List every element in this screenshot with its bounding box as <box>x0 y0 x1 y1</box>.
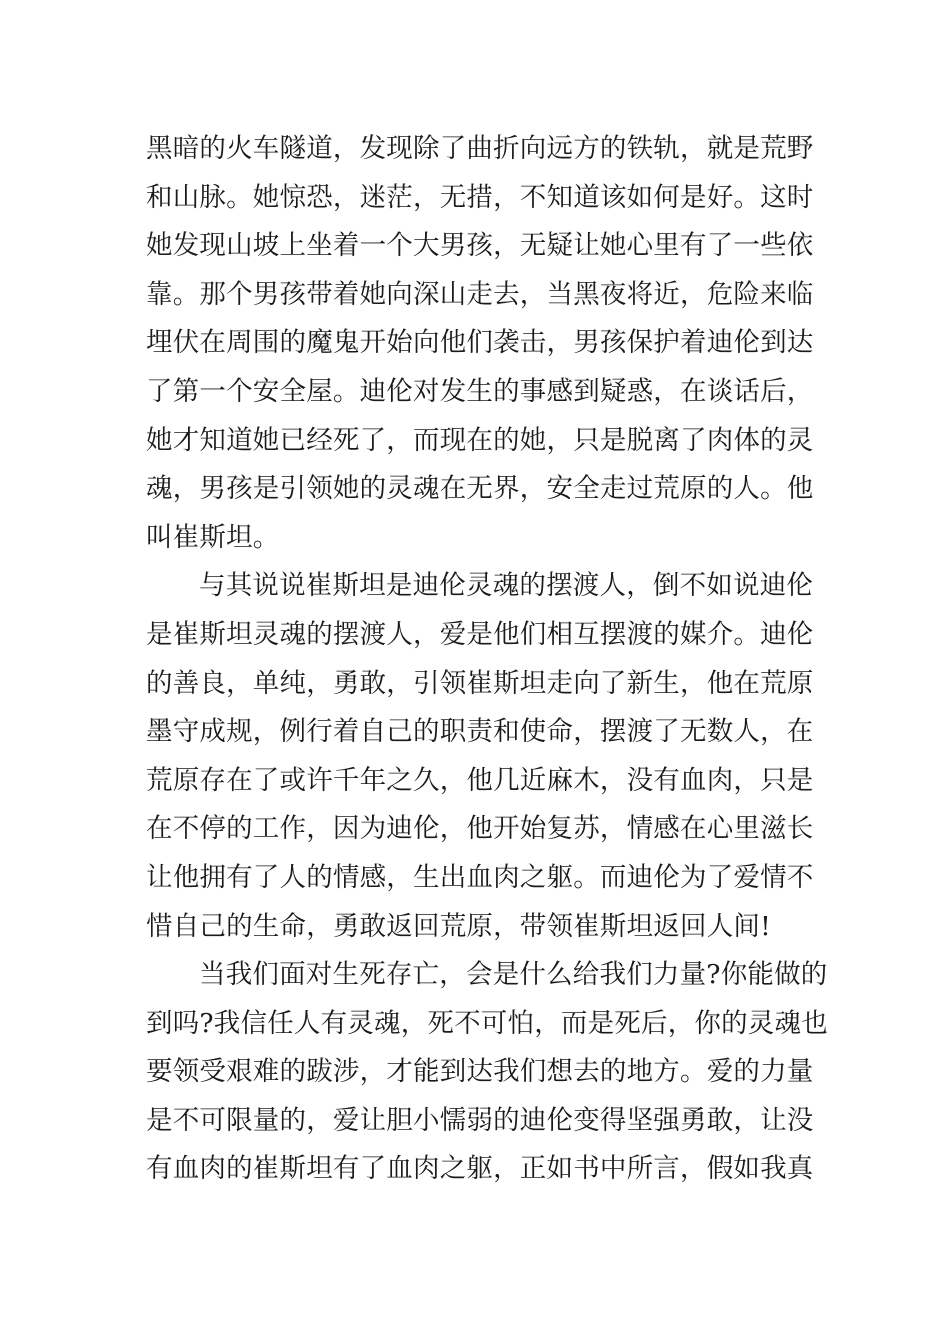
text-line: 她才知道她已经死了，而现在的她，只是脱离了肉体的灵 <box>146 424 814 456</box>
text-line: 了第一个安全屋。迪伦对发生的事感到疑惑，在谈话后， <box>146 375 814 407</box>
paragraph-first-line: 与其说说崔斯坦是迪伦灵魂的摆渡人，倒不如说迪伦 <box>199 570 814 602</box>
text-line: 和山脉。她惊恐，迷茫，无措，不知道该如何是好。这时 <box>146 181 814 213</box>
paragraph-first-line: 当我们面对生死存亡，会是什么给我们力量?你能做的 <box>199 959 828 991</box>
text-line: 让他拥有了人的情感，生出血肉之躯。而迪伦为了爱情不 <box>146 861 814 893</box>
text-line: 的善良，单纯，勇敢，引领崔斯坦走向了新生，他在荒原 <box>146 667 814 699</box>
text-line: 魂，男孩是引领她的灵魂在无界，安全走过荒原的人。他 <box>146 473 814 505</box>
text-line: 埋伏在周围的魔鬼开始向他们袭击，男孩保护着迪伦到达 <box>146 327 814 359</box>
text-line: 到吗?我信任人有灵魂，死不可怕，而是死后，你的灵魂也 <box>146 1007 828 1039</box>
text-line: 荒原存在了或许千年之久，他几近麻木，没有血肉，只是 <box>146 764 814 796</box>
text-line: 是不可限量的，爱让胆小懦弱的迪伦变得坚强勇敢，让没 <box>146 1104 814 1136</box>
text-line: 是崔斯坦灵魂的摆渡人，爱是他们相互摆渡的媒介。迪伦 <box>146 618 814 650</box>
text-line: 要领受艰难的跋涉，才能到达我们想去的地方。爱的力量 <box>146 1056 814 1088</box>
text-line: 惜自己的生命，勇敢返回荒原，带领崔斯坦返回人间! <box>146 910 771 942</box>
text-line: 她发现山坡上坐着一个大男孩，无疑让她心里有了一些依 <box>146 230 814 262</box>
text-line: 靠。那个男孩带着她向深山走去，当黑夜将近，危险来临 <box>146 278 814 310</box>
text-line: 墨守成规，例行着自己的职责和使命，摆渡了无数人，在 <box>146 716 814 748</box>
text-line: 在不停的工作，因为迪伦，他开始复苏，情感在心里滋长 <box>146 813 814 845</box>
body-text <box>146 125 828 1194</box>
text-line: 黑暗的火车隧道，发现除了曲折向远方的铁轨，就是荒野 <box>146 133 814 164</box>
text-line: 有血肉的崔斯坦有了血肉之躯，正如书中所言，假如我真 <box>146 1153 814 1185</box>
text-line: 叫崔斯坦。 <box>146 521 280 553</box>
